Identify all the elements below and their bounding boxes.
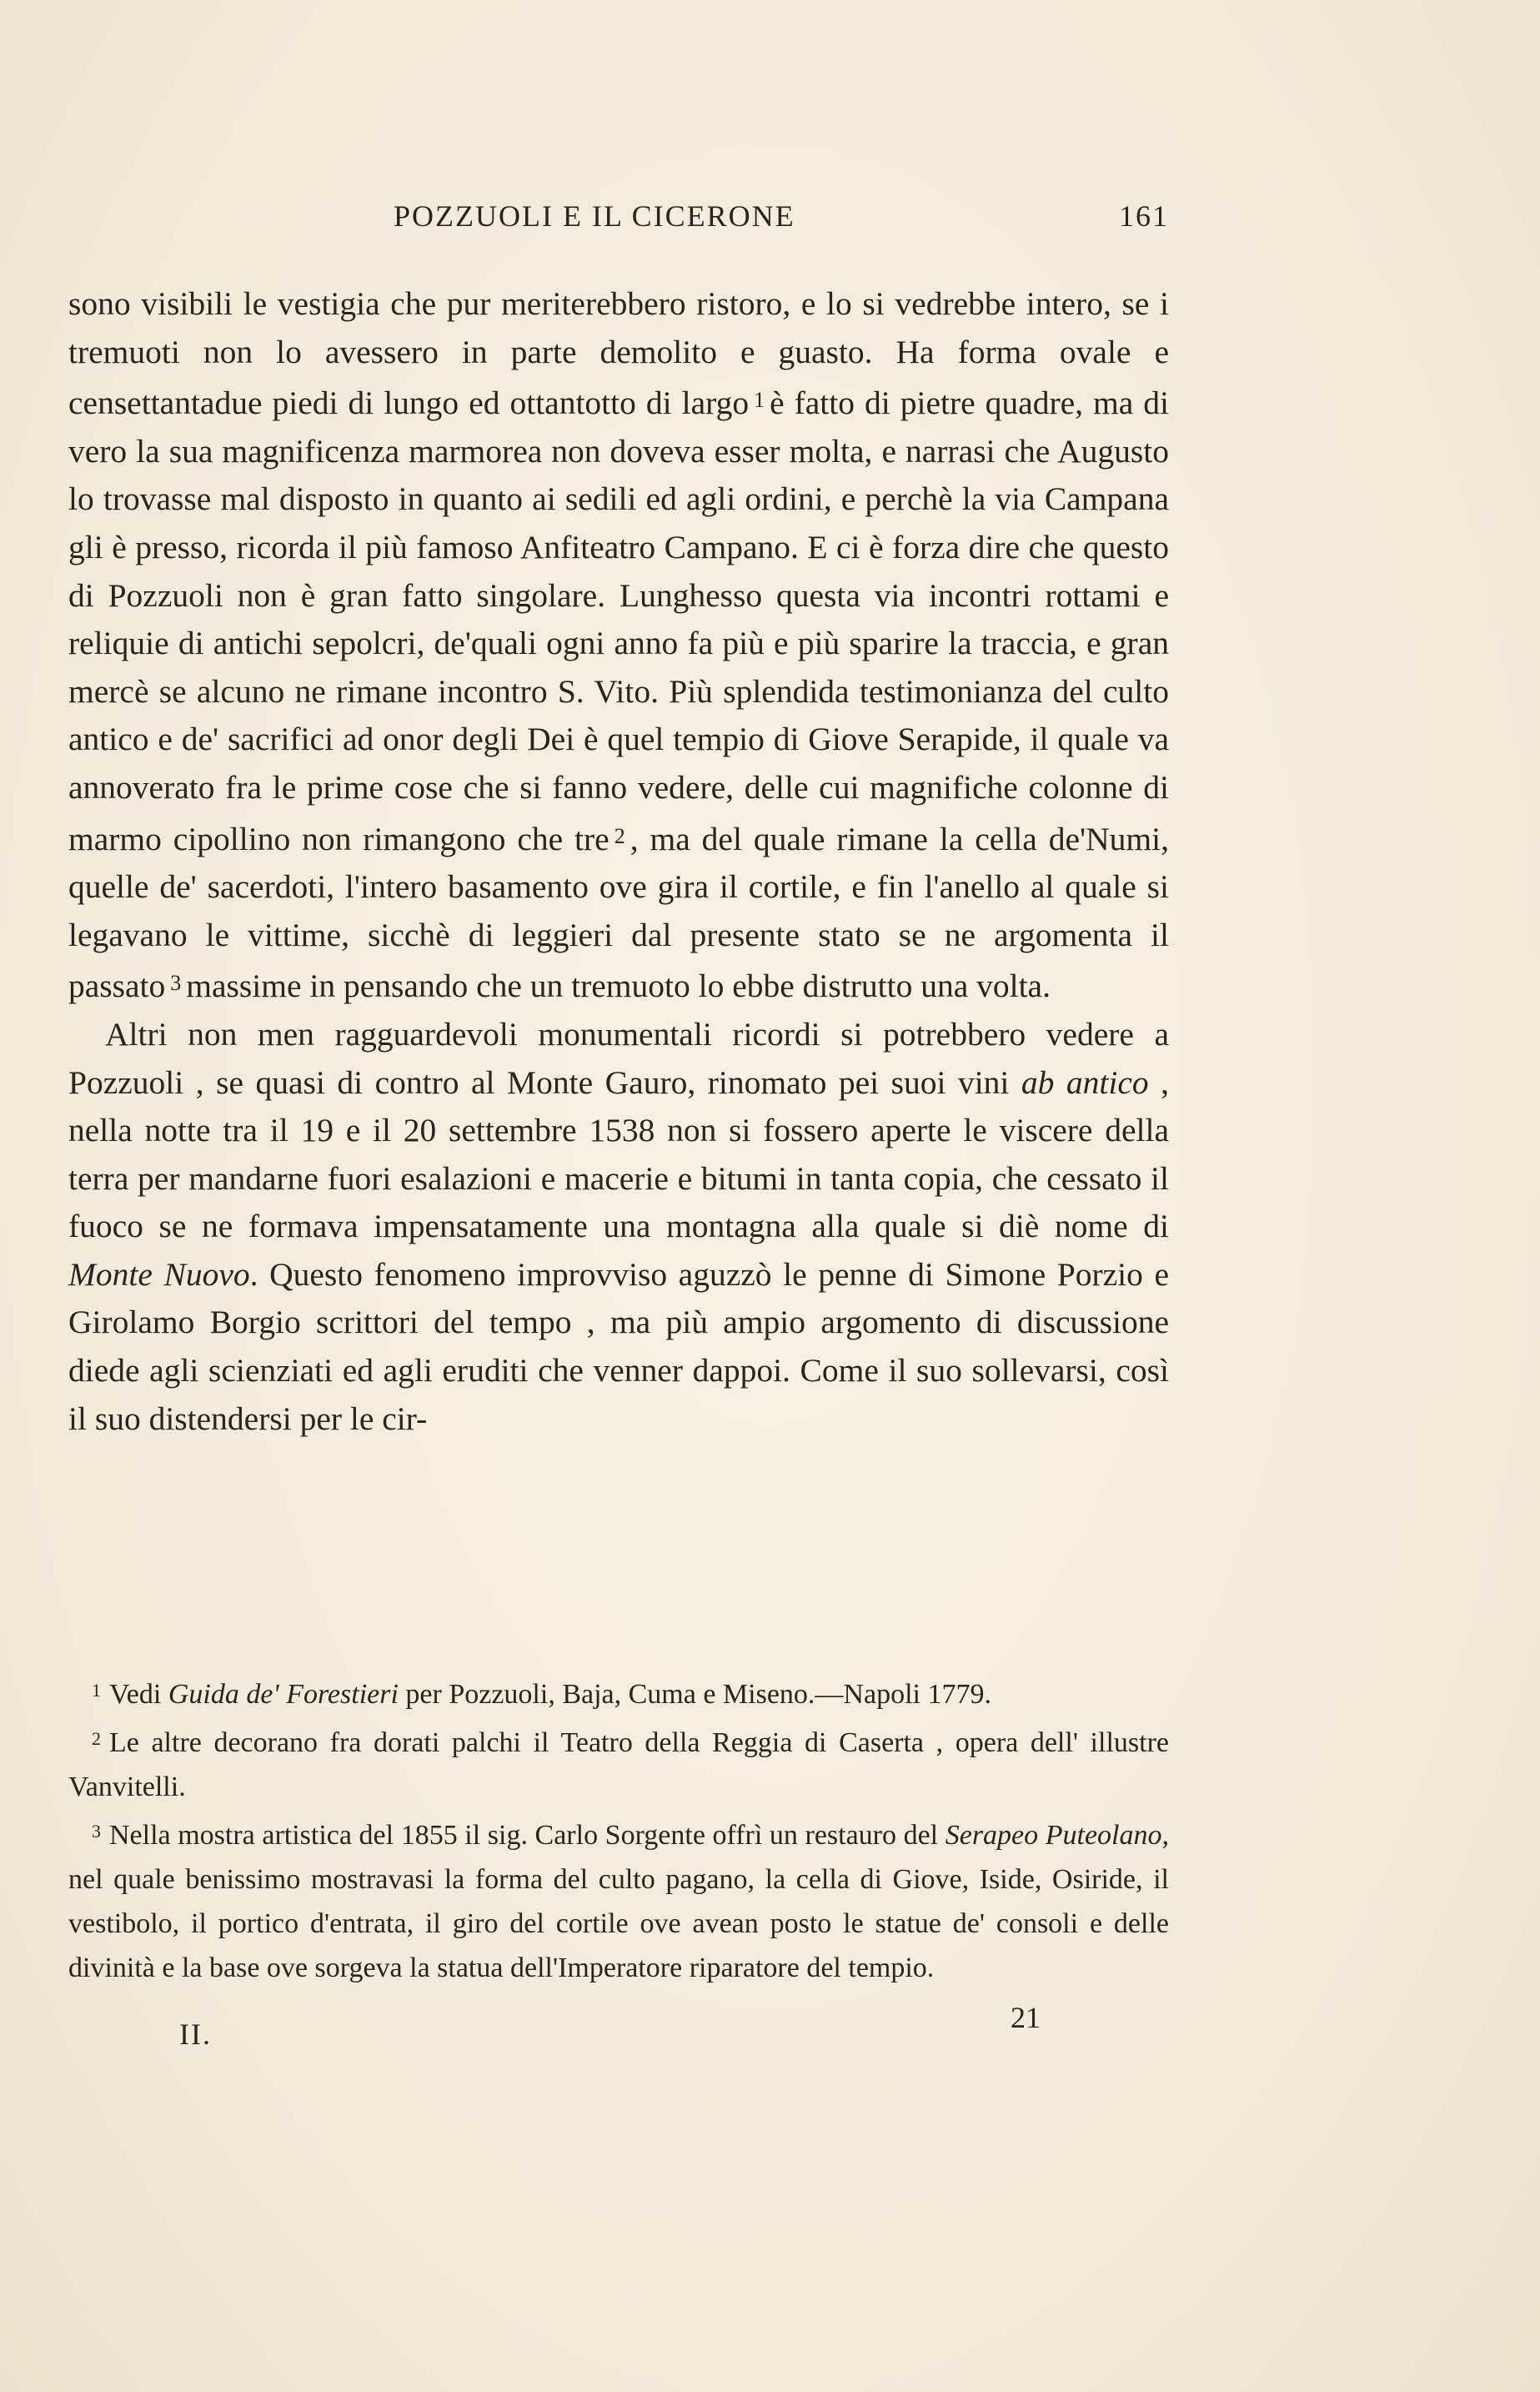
footnote-ref-2: 2 [614,823,625,848]
paragraph-1 [68,280,1169,1011]
footnote-1-text-b: per Pozzuoli, Baja, Cuma e Miseno.—Napoli 1779. [405,1679,991,1710]
footnote-ref-3: 3 [170,971,182,996]
footnote-2-text: Le altre decorano fra dorati palchi il Teatro della Reggia di Caserta , opera dell' illustre Vanvitelli. [68,1727,1169,1802]
footnote-2 [68,1716,1169,1809]
footnote-3-text-a: Nella mostra artistica del 1855 il sig. Carlo Sorgente offrì un restauro del [109,1820,939,1851]
footnote-3-mark: 3 [92,1821,101,1842]
p1-text-a: sono visibili le vestigia che pur meriterebbero ristoro, e lo si vedrebbe intero, se i tremuoti non lo avessero in parte demolito e guasto. Ha forma ovale e censettantadue piedi di lungo ed ottantotto di largo [68,285,1169,422]
p2-text-c: . Questo fenomeno improvviso aguzzò le penne di Simone Porzio e Girolamo Borgio scrittori del tempo , ma più ampio argomento di discussione diede agli scienziati ed agli eruditi che venner dappoi. Come il suo sollevarsi, così il suo distendersi per le cir- [68,1255,1169,1437]
footnote-1-text-a: Vedi [109,1679,162,1710]
footnotes [68,1668,1169,1990]
paragraph-2 [68,1011,1169,1443]
footnote-1 [68,1668,1169,1716]
p2-italic-ab-antico: ab antico [1021,1063,1149,1101]
p1-text-c: , ma del quale rimane la cella de'Numi, quelle de' sacerdoti, l'intero basamento ove gira il cortile, e fin l'anello al quale si legavano le vittime, sicchè di leggieri dal presente stato se ne argomenta il passato [68,820,1169,1005]
signature-mark: II. [179,2018,212,2051]
p2-italic-monte-nuovo: Monte Nuovo [68,1255,250,1293]
page-number: 161 [1119,199,1169,233]
footnote-ref-1: 1 [754,388,765,413]
footnote-1-mark: 1 [92,1680,101,1701]
p1-text-b: è fatto di pietre quadre, ma di vero la sua magnificenza marmorea non doveva esser molta, e narrasi che Augusto lo trovasse mal disposto in quanto ai sedili ed agli ordini, e perchè la via Campana gli è presso, ricorda il più famoso Anfiteatro Campano. E ci è forza dire che questo di Pozzuoli non è gran fatto singolare. Lunghesso questa via incontri rottami e reliquie di antichi sepolcri, de'quali ogni anno fa più e più sparire la traccia, e gran mercè se alcuno ne rimane incontro S. Vito. Più splendida testimonianza del culto antico e de' sacrifici ad onor degli Dei è quel tempio di Giove Serapide, il quale va annoverato fra le prime cose che si fanno vedere, delle cui magnifiche colonne di marmo cipollino non rimangono che tre [68,384,1169,857]
p2-text-a: Altri non men ragguardevoli monumentali ricordi si potrebbero vedere a Pozzuoli , se quasi di contro al Monte Gauro, rinomato pei suoi vini [68,1015,1169,1101]
p1-text-d: massime in pensando che un tremuoto lo ebbe distrutto una volta. [186,967,1051,1005]
footnote-2-mark: 2 [92,1728,101,1749]
footnote-3-text-b: nel quale benissimo mostravasi la forma del culto pagano, la cella di Giove, Iside, Osiride, il vestibolo, il portico d'entrata, il giro del cortile ove avean posto le statue de' consoli e delle divinità e la base ove sorgeva la statua dell'Imperatore riparatore del tempio. [68,1864,1169,1983]
p2-text-b: , nella notte tra il 19 e il 20 settembre 1538 non si fossero aperte le viscere della terra per mandarne fuori esalazioni e macerie e bitumi in tanta copia, che cessato il fuoco se ne formava impensatamente una montagna alla quale si diè nome di [68,1063,1169,1245]
footnote-3 [68,1809,1169,1990]
sheet-number: 21 [1011,2001,1041,2034]
footnote-3-italic: Serapeo Puteolano, [945,1820,1169,1851]
running-title: POZZUOLI E IL CICERONE [394,199,795,233]
footnote-1-italic: Guida de' Forestieri [168,1679,399,1710]
main-text [68,280,1169,1443]
